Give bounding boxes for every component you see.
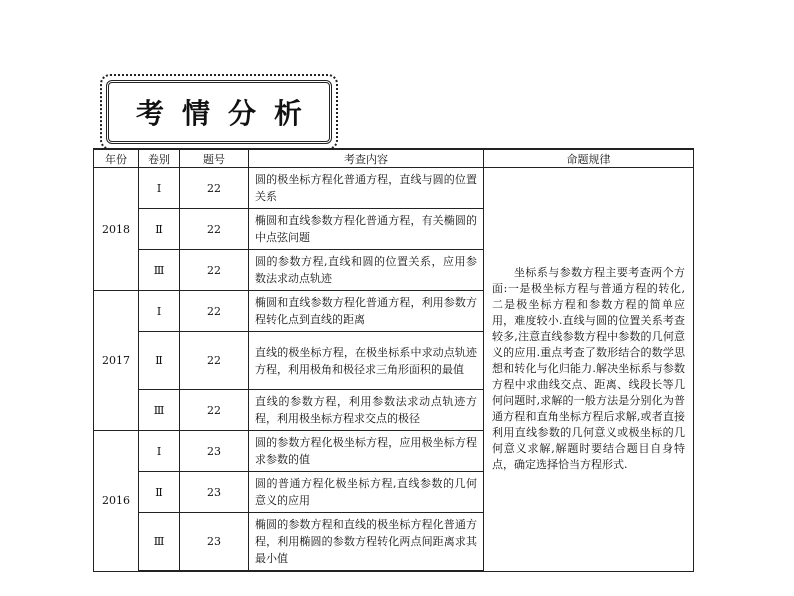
content-cell: 直线的极坐标方程，在极坐标系中求动点轨迹方程，利用极角和极径求三角形面积的最值 (249, 332, 484, 390)
header-year: 年份 (94, 149, 139, 168)
header-content: 考查内容 (249, 149, 484, 168)
paper-cell: Ⅱ (139, 332, 180, 390)
content-cell: 直线的参数方程，利用参数法求动点轨迹方程，利用极坐标方程求交点的极径 (249, 390, 484, 431)
table-header-row (94, 149, 694, 168)
paper-cell: Ⅲ (139, 513, 180, 572)
content-cell: 圆的参数方程化极坐标方程，应用极坐标方程求参数的值 (249, 431, 484, 472)
header-rule: 命题规律 (484, 149, 694, 168)
number-cell: 22 (180, 332, 249, 390)
year-cell: 2016 (94, 431, 139, 572)
exam-analysis-table (93, 148, 694, 572)
rule-cell (484, 168, 694, 572)
number-cell: 22 (180, 209, 249, 250)
paper-cell: Ⅰ (139, 168, 180, 209)
number-cell: 23 (180, 513, 249, 572)
header-paper: 卷别 (139, 149, 180, 168)
number-cell: 22 (180, 250, 249, 291)
content-cell: 椭圆和直线参数方程化普通方程，有关椭圆的中点弦问题 (249, 209, 484, 250)
rule-text: 坐标系与参数方程主要考查两个方面:一是极坐标方程与普通方程的转化,二是极坐标方程和参数方程的简单应用，难度较小.直线与圆的位置关系考查较多,注意直线参数方程中参数的几何意义的应用.重点考查了数形结合的数学思想和转化与化归能力.解决坐标系与参数方程中求曲线交点、距离、线段长等几何问题时,求解的一般方法是分别化为普通方程和直角坐标方程后求解,或者直接利用直线参数的几何意义或极坐标的几何意义求解,解题时要结合题目自身特点，确定选择恰当方程形式. (492, 266, 685, 472)
header-number: 题号 (180, 149, 249, 168)
number-cell: 22 (180, 168, 249, 209)
year-cell: 2017 (94, 291, 139, 431)
number-cell: 23 (180, 472, 249, 513)
number-cell: 22 (180, 390, 249, 431)
table-row (94, 168, 694, 209)
content-cell: 圆的参数方程,直线和圆的位置关系，应用参数法求动点轨迹 (249, 250, 484, 291)
content-cell: 圆的极坐标方程化普通方程，直线与圆的位置关系 (249, 168, 484, 209)
paper-cell: Ⅰ (139, 431, 180, 472)
paper-cell: Ⅰ (139, 291, 180, 332)
content-cell: 椭圆和直线参数方程化普通方程，利用参数方程转化点到直线的距离 (249, 291, 484, 332)
paper-cell: Ⅱ (139, 472, 180, 513)
number-cell: 22 (180, 291, 249, 332)
year-cell: 2018 (94, 168, 139, 291)
paper-cell: Ⅱ (139, 209, 180, 250)
section-title-frame (106, 80, 332, 144)
paper-cell: Ⅲ (139, 390, 180, 431)
number-cell: 23 (180, 431, 249, 472)
content-cell: 圆的普通方程化极坐标方程,直线参数的几何意义的应用 (249, 472, 484, 513)
section-title: 考情分析 (135, 97, 320, 130)
content-cell: 椭圆的参数方程和直线的极坐标方程化普通方程，利用椭圆的参数方程转化两点间距离求其最小值 (249, 513, 484, 572)
paper-cell: Ⅲ (139, 250, 180, 291)
